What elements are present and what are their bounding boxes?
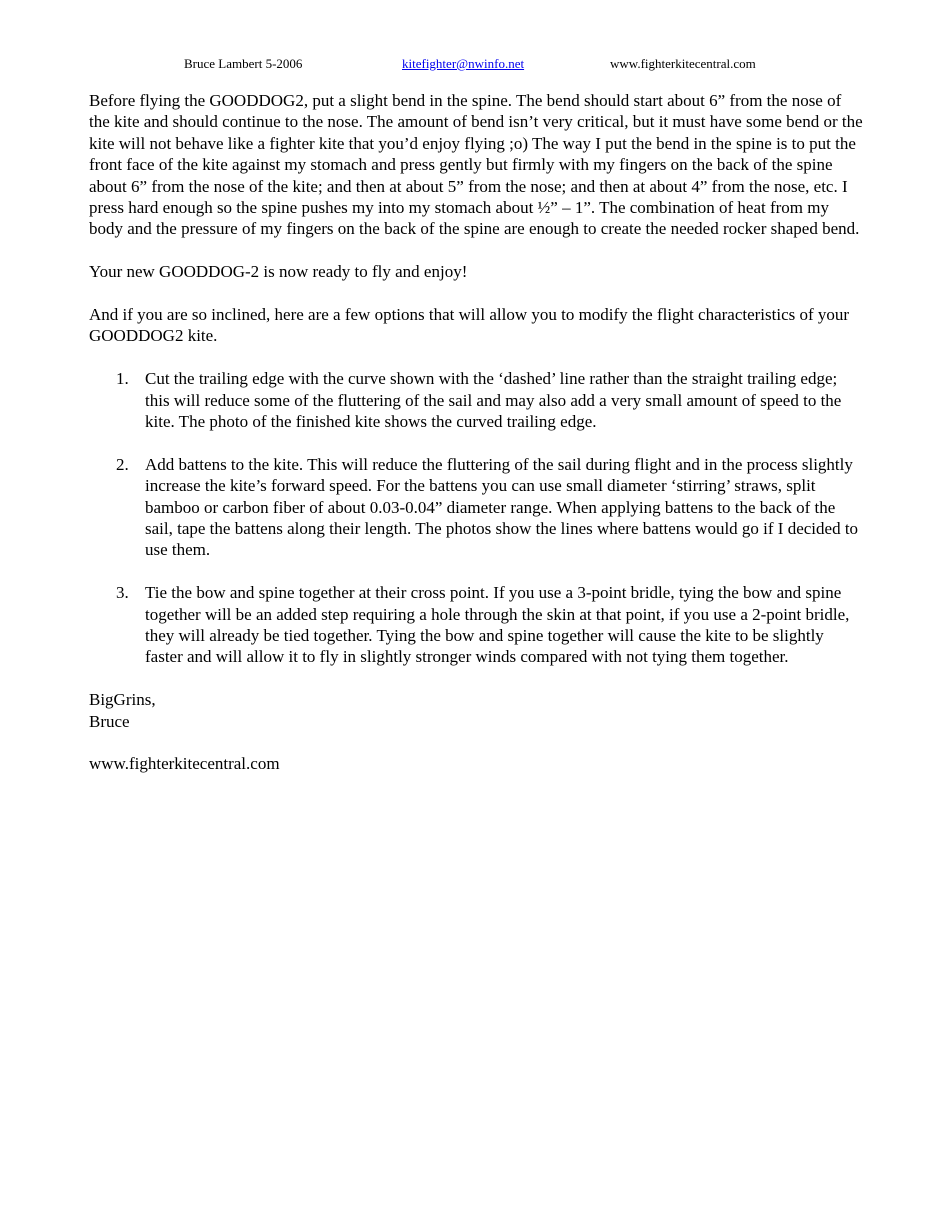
signature-name: Bruce <box>89 711 130 731</box>
list-item <box>89 454 864 561</box>
options-intro-paragraph: And if you are so inclined, here are a few options that will allow you to modify the flight characteristics of your GOODDOG2 kite. <box>89 305 850 346</box>
header-website: www.fighterkitecentral.com <box>610 56 756 71</box>
list-item <box>89 582 864 668</box>
intro-paragraph: Before flying the GOODDOG2, put a slight bend in the spine. The bend should start about 6” from the nose of the kite and should continue to the nose. The amount of bend isn’t very critical, but it must have some bend or the kite will not behave like a fighter kite that you’d enjoy flying ;o) The way I put the bend in the spine is to put the front face of the kite against my stomach and press gently but firmly with my fingers on the back of the spine about 6” from the nose of the kite; and then at about 5” from the nose; and then at about 4” from the nose, etc. I press hard enough so the spine pushes my into my stomach about ½” – 1”. The combination of heat from my body and the pressure of my fingers on the back of the spine are enough to create the needed rocker shaped bend. <box>89 91 863 239</box>
list-item-number: 1. <box>116 369 129 389</box>
options-list <box>89 368 864 668</box>
footer-website: www.fighterkitecentral.com <box>89 754 280 774</box>
header-author-date: Bruce Lambert 5-2006 <box>184 56 303 71</box>
list-item-number: 2. <box>116 454 129 474</box>
ready-paragraph: Your new GOODDOG-2 is now ready to fly and enjoy! <box>89 262 468 282</box>
list-item <box>89 368 864 432</box>
page-header <box>0 56 950 72</box>
list-item-text: Add battens to the kite. This will reduce the fluttering of the sail during flight and in the process slightly increase the kite’s forward speed. For the battens you can use small diameter ‘stirring’ straws, split bamboo or carbon fiber of about 0.03-0.04” diameter range. When applying battens to the back of the sail, tape the battens along their length. The photos show the lines where battens would go if I decided to use them. <box>145 454 859 560</box>
signoff: BigGrins, <box>89 690 156 710</box>
list-item-number: 3. <box>116 583 129 603</box>
document-body <box>89 90 864 796</box>
header-email-link[interactable]: kitefighter@nwinfo.net <box>402 56 525 71</box>
list-item-text: Cut the trailing edge with the curve shown with the ‘dashed’ line rather than the straight trailing edge; this will reduce some of the fluttering of the sail and may also add a very small amount of speed to the kite. The photo of the finished kite shows the curved trailing edge. <box>145 369 842 432</box>
list-item-text: Tie the bow and spine together at their cross point. If you use a 3-point bridle, tying the bow and spine together will be an added step requiring a hole through the skin at that point, if you use a 2-point bridle, they will already be tied together. Tying the bow and spine together will cause the kite to be slightly faster and will allow it to fly in slightly stronger winds compared with not tying them together. <box>145 583 850 667</box>
signature-block <box>89 689 864 732</box>
